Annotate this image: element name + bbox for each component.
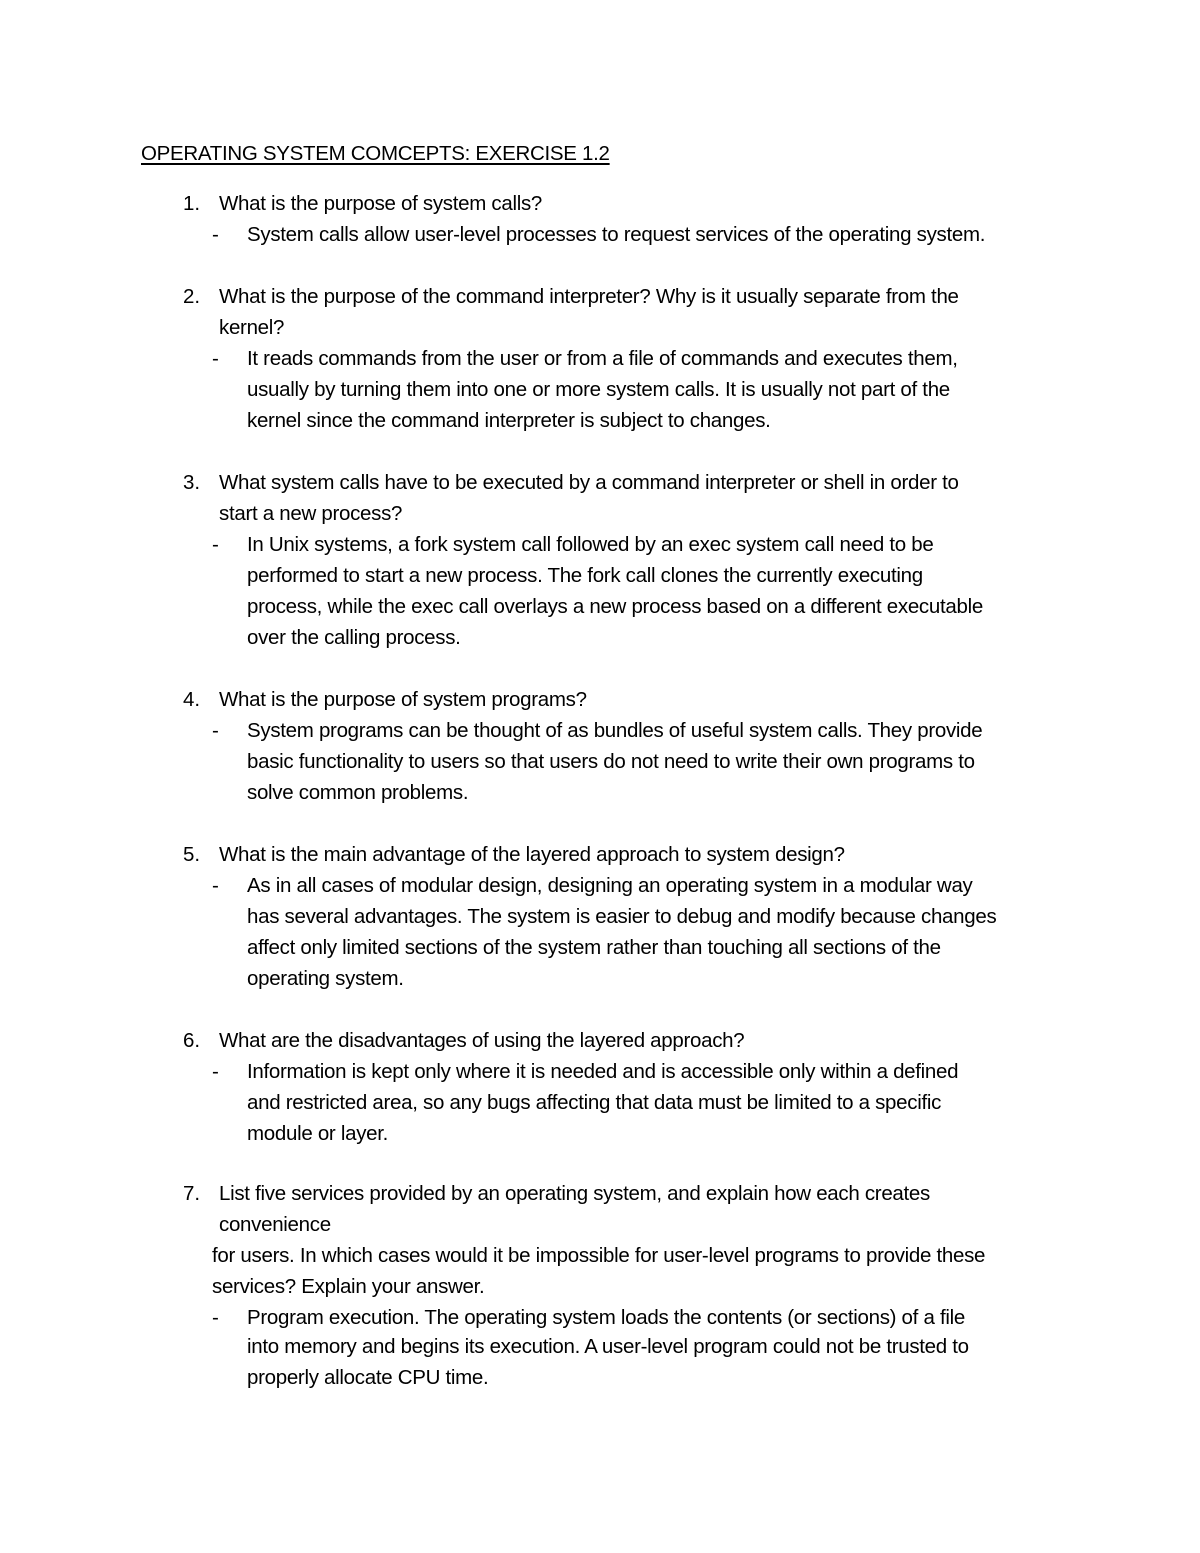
- bullet-dash: -: [212, 1306, 219, 1329]
- bullet-dash: -: [212, 874, 219, 897]
- question-text: start a new process?: [219, 502, 403, 525]
- question-text: What are the disadvantages of using the layered approach?: [219, 1029, 745, 1052]
- answer-text: kernel since the command interpreter is subject to changes.: [247, 409, 771, 432]
- question-text: What is the purpose of the command interpreter? Why is it usually separate from the: [219, 285, 959, 308]
- answer-text: module or layer.: [247, 1122, 389, 1145]
- answer-text: process, while the exec call overlays a new process based on a different executable: [247, 595, 983, 618]
- answer-text: Information is kept only where it is needed and is accessible only within a defined: [247, 1060, 959, 1083]
- question-text: List five services provided by an operating system, and explain how each creates: [219, 1182, 930, 1205]
- answer-text: As in all cases of modular design, designing an operating system in a modular way: [247, 874, 973, 897]
- answer-text: In Unix systems, a fork system call followed by an exec system call need to be: [247, 533, 934, 556]
- answer-text: solve common problems.: [247, 781, 469, 804]
- bullet-dash: -: [212, 223, 219, 246]
- answer-text: into memory and begins its execution. A user-level program could not be trusted to: [247, 1335, 969, 1358]
- bullet-dash: -: [212, 719, 219, 742]
- answer-text: System programs can be thought of as bundles of useful system calls. They provide: [247, 719, 983, 742]
- question-number: 5.: [183, 843, 201, 866]
- answer-text: System calls allow user-level processes to request services of the operating system.: [247, 223, 986, 246]
- answer-text: usually by turning them into one or more system calls. It is usually not part of the: [247, 378, 950, 401]
- answer-text: performed to start a new process. The fork call clones the currently executing: [247, 564, 923, 587]
- question-continuation: for users. In which cases would it be impossible for user-level programs to provide these: [212, 1244, 986, 1267]
- question-text: What is the purpose of system programs?: [219, 688, 587, 711]
- answer-text: Program execution. The operating system loads the contents (or sections) of a file: [247, 1306, 965, 1329]
- question-text: What is the purpose of system calls?: [219, 192, 543, 215]
- question-continuation: services? Explain your answer.: [212, 1275, 485, 1298]
- page-title: OPERATING SYSTEM COMCEPTS: EXERCISE 1.2: [141, 142, 610, 165]
- question-text: What is the main advantage of the layered approach to system design?: [219, 843, 845, 866]
- question-text: kernel?: [219, 316, 285, 339]
- answer-text: It reads commands from the user or from a file of commands and executes them,: [247, 347, 958, 370]
- question-number: 1.: [183, 192, 201, 215]
- answer-text: over the calling process.: [247, 626, 461, 649]
- answer-text: properly allocate CPU time.: [247, 1366, 489, 1389]
- question-text: convenience: [219, 1213, 331, 1236]
- bullet-dash: -: [212, 1060, 219, 1083]
- answer-text: operating system.: [247, 967, 404, 990]
- question-text: What system calls have to be executed by a command interpreter or shell in order to: [219, 471, 959, 494]
- question-number: 2.: [183, 285, 201, 308]
- question-number: 6.: [183, 1029, 201, 1052]
- answer-text: and restricted area, so any bugs affecting that data must be limited to a specific: [247, 1091, 942, 1114]
- bullet-dash: -: [212, 347, 219, 370]
- question-number: 4.: [183, 688, 201, 711]
- question-number: 3.: [183, 471, 201, 494]
- answer-text: basic functionality to users so that users do not need to write their own programs to: [247, 750, 975, 773]
- bullet-dash: -: [212, 533, 219, 556]
- answer-text: has several advantages. The system is easier to debug and modify because changes: [247, 905, 997, 928]
- question-number: 7.: [183, 1182, 201, 1205]
- answer-text: affect only limited sections of the system rather than touching all sections of the: [247, 936, 941, 959]
